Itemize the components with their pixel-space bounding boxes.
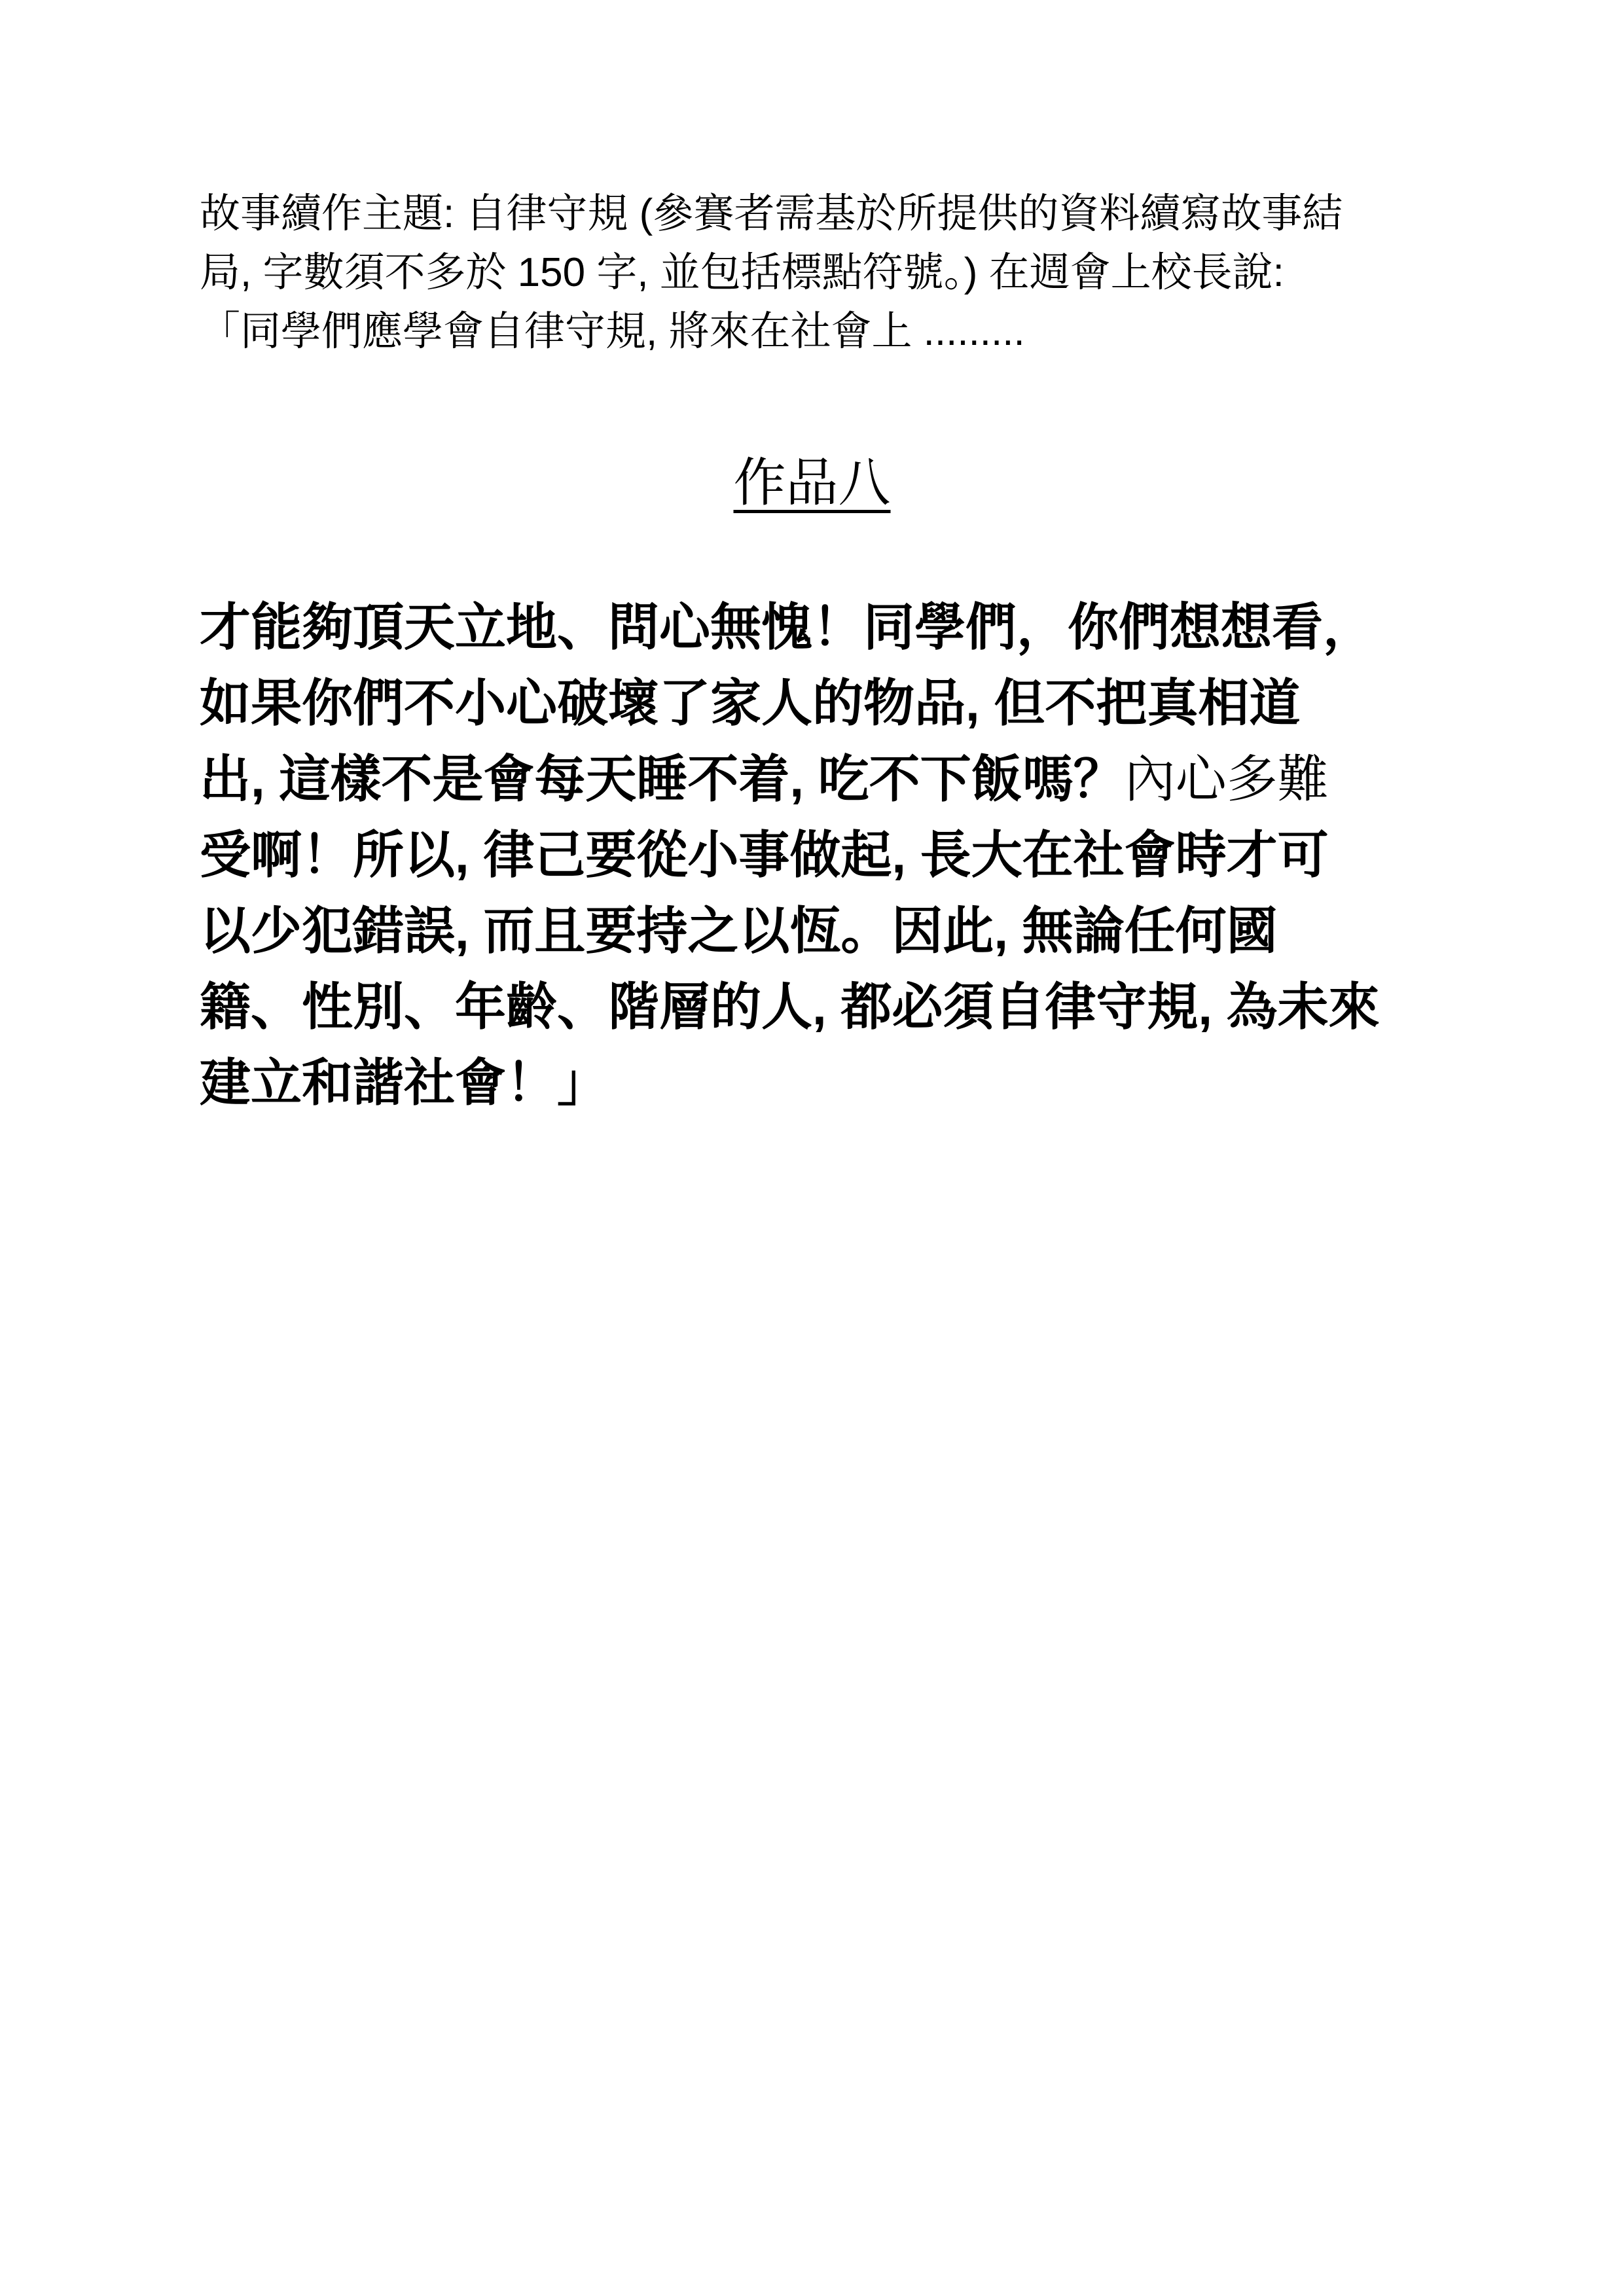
story-line-5: 以少犯錯誤, 而且要持之以恆。因此, 無論任何國 — [200, 902, 1278, 960]
story-line-3-main: 出, 這樣不是會每天睡不着, 吃不下飯嗎？ — [200, 750, 1125, 808]
prompt-line-2: 局, 字數須不多於 150 字, 並包括標點符號。) 在週會上校長說: — [200, 250, 1284, 295]
prompt-line-1: 故事續作主題: 自律守規 (參賽者需基於所提供的資料續寫故事結 — [200, 191, 1343, 236]
story-continuation — [200, 589, 1509, 1121]
story-line-3 — [200, 741, 1509, 817]
prompt-line-3: 「同學們應學會自律守規, 將來在社會上 ......... — [200, 309, 1025, 354]
story-line-4: 受啊！所以, 律己要從小事做起, 長大在社會時才可 — [200, 826, 1329, 884]
entry-title: 作品八 — [733, 454, 891, 512]
story-line-6: 籍、性別、年齡、階層的人, 都必須自律守規, 為未來 — [200, 978, 1380, 1035]
story-line-3-tail: 內心多難 — [1124, 750, 1329, 808]
entry-title-container — [0, 450, 1624, 516]
story-prompt — [200, 185, 1463, 361]
story-line-2: 如果你們不小心破壞了家人的物品, 但不把真相道 — [200, 674, 1301, 732]
story-line-1: 才能夠頂天立地、問心無愧！同學們，你們想想看， — [200, 598, 1375, 656]
story-line-7: 建立和諧社會！」 — [200, 1054, 609, 1111]
